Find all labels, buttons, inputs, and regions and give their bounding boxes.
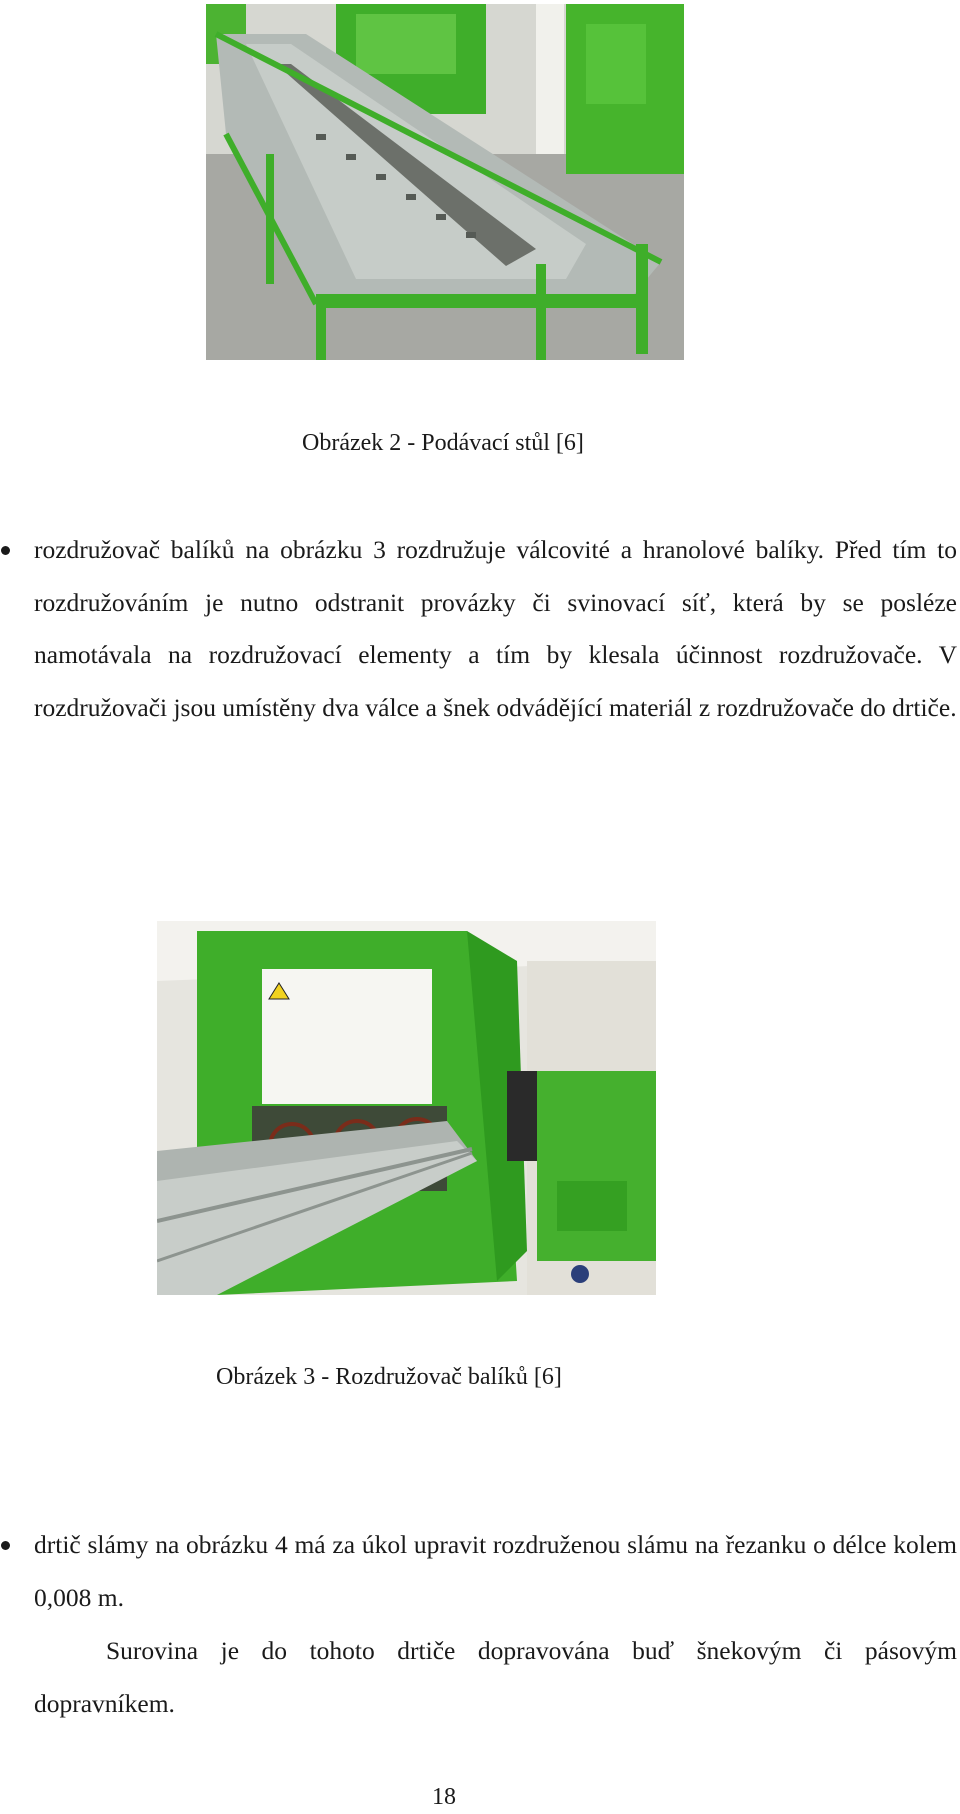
figure-3-photo (157, 921, 656, 1295)
bullet-item-bale-breaker (0, 524, 960, 804)
paragraph-text: Surovina je do tohoto drtiče dopravována buď šnekovým či pásovým dopravníkem. (34, 1636, 957, 1718)
bullet-item-straw-crusher (0, 1519, 960, 1629)
figure-3-caption: Obrázek 3 - Rozdružovač balíků [6] (216, 1364, 562, 1390)
page-number: 18 (432, 1784, 456, 1810)
bullet-dot (1, 546, 10, 555)
paragraph-raw-material (0, 1625, 960, 1735)
bullet-dot (1, 1541, 10, 1550)
figure-2-photo (206, 4, 684, 360)
bullet-text: drtič slámy na obrázku 4 má za úkol upravit rozdruženou slámu na řezanku o délce kolem 0,008 m. (34, 1530, 957, 1612)
bullet-text: rozdružovač balíků na obrázku 3 rozdružuje válcovité a hranolové balíky. Před tím to rozdružováním je nutno odstranit provázky či svinovací síť, která by se posléze namotávala na rozdružovací elementy a tím by klesala účinnost rozdružovače. V rozdružovači jsou umístěny dva válce a šnek odvádějící materiál z rozdružovače do drtiče. (34, 535, 957, 722)
figure-2-caption: Obrázek 2 - Podávací stůl [6] (302, 430, 584, 456)
